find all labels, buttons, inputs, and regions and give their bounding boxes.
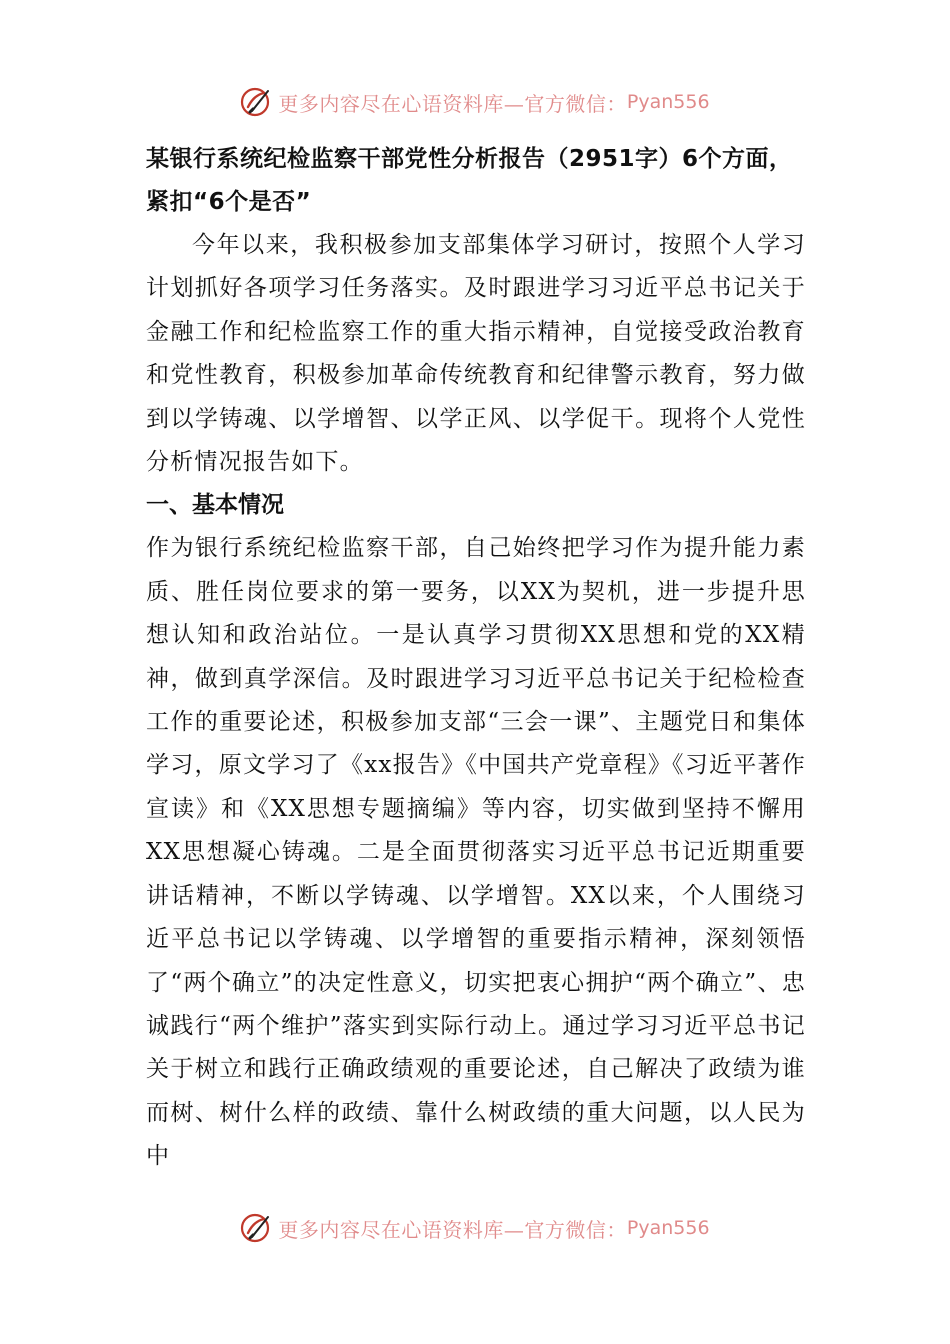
watermark-wechat-id: Pyan556 bbox=[626, 91, 710, 113]
watermark-text: 更多内容尽在心语资料库—官方微信： bbox=[278, 1217, 627, 1242]
watermark-text: 更多内容尽在心语资料库—官方微信： bbox=[278, 91, 627, 116]
section-body-paragraph: 作为银行系统纪检监察干部，自己始终把学习作为提升能力素质、胜任岗位要求的第一要务，以XX为契机，进一步提升思想认知和政治站位。一是认真学习贯彻XX思想和党的XX精神，做到真学深信。及时跟进学习习近平总书记关于纪检检查工作的重要论述，积极参加支部“三会一课”、主题党日和集体学习，原文学习了《xx报告》《中国共产党章程》《习近平著作宣读》和《XX思想专题摘编》等内容，切实做到坚持不懈用XX思想凝心铸魂。二是全面贯彻落实习近平总书记近期重要讲话精神，不断以学铸魂、以学增智。XX以来，个人围绕习近平总书记以学铸魂、以学增智的重要指示精神，深刻领悟了“两个确立”的决定性意义，切实把衷心拥护“两个确立”、忠诚践行“两个维护”落实到实际行动上。通过学习习近平总书记关于树立和践行正确政绩观的重要论述，自己解决了政绩为谁而树、树什么样的政绩、靠什么树政绩的重大问题，以人民为中 bbox=[146, 535, 806, 1170]
document-title: 某银行系统纪检监察干部党性分析报告（2951字）6个方面，紧扣“6个是否” bbox=[146, 146, 793, 215]
pen-logo-icon bbox=[240, 85, 274, 119]
watermark-wechat-id: Pyan556 bbox=[626, 1217, 710, 1239]
section-heading-basic-situation: 一、基本情况 bbox=[146, 492, 284, 519]
pen-logo-icon bbox=[240, 1211, 274, 1245]
document-body bbox=[146, 138, 806, 1179]
watermark-footer bbox=[0, 1208, 950, 1248]
watermark-header bbox=[0, 82, 950, 122]
intro-paragraph: 今年以来，我积极参加支部集体学习研讨，按照个人学习计划抓好各项学习任务落实。及时跟进学习习近平总书记关于金融工作和纪检监察工作的重大指示精神，自觉接受政治教育和党性教育，积极参加革命传统教育和纪律警示教育，努力做到以学铸魂、以学增智、以学正风、以学促干。现将个人党性分析情况报告如下。 bbox=[146, 232, 806, 476]
